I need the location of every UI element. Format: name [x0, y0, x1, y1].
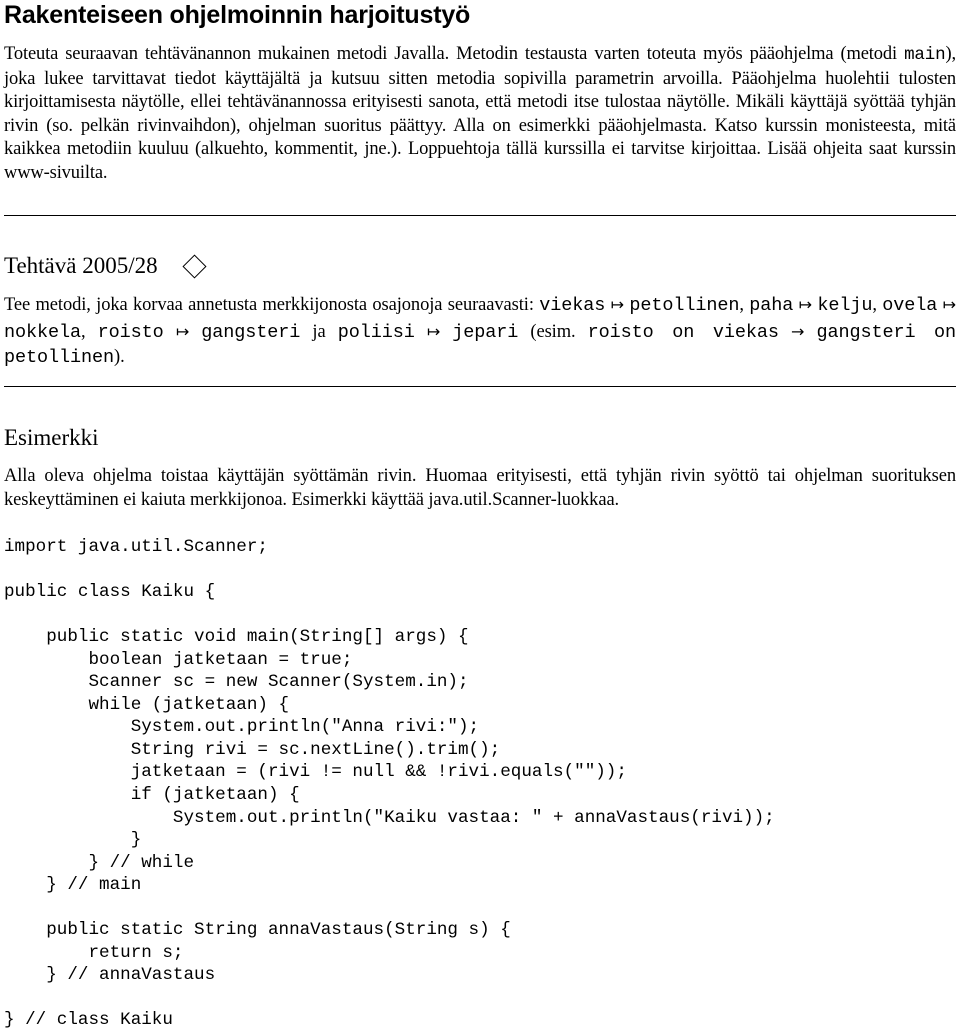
task-word: roisto [97, 321, 164, 343]
section-divider [4, 386, 956, 387]
maps-to-icon: ↦ [175, 321, 190, 341]
task-word: gangsteri [201, 321, 301, 343]
task-word: viekas [539, 295, 606, 316]
task-word: kelju [817, 295, 873, 316]
task-paragraph [4, 292, 956, 371]
example-heading: Esimerkki [4, 425, 99, 450]
maps-to-icon: ↦ [610, 295, 624, 314]
code-listing: import java.util.Scanner; public class Kaiku { public static void main(String[] args) { boolean jatketaan = true; Scanner sc = new Scanner(System.in); while (jatketaan) { System.out.println("Anna rivi:"); String rivi = sc.nextLine().trim(); jatketaan = (rivi != null && !rivi.equals("")); if (jatketaan) { System.out.println("Kaiku vastaa: " + annaVastaus(rivi)); } } // while } // main public static String annaVastaus(String s) { return s; } // annaVastaus } // class Kaiku [4, 537, 775, 1031]
task-word: nokkela [4, 321, 82, 343]
task-word: jepari [452, 321, 519, 343]
example-paragraph: Alla oleva ohjelma toistaa käyttäjän syöttämän rivin. Huomaa erityisesti, että tyhjän rivin syöttö tai ohjelman suorituksen keskeyttäminen ei kaiuta merkkijonoa. Esimerkki käyttää java.util.Scanner-luokkaa. [4, 466, 956, 510]
task-comma: , [872, 295, 877, 315]
intro-code-main: main [904, 45, 946, 65]
task-text: Tee metodi, joka korvaa annetusta merkkijonosta osajonoja seuraavasti: [4, 295, 540, 315]
task-example-close: ). [114, 347, 125, 367]
page-title: Rakenteiseen ohjelmoinnin harjoitustyö [4, 1, 471, 29]
arrow-right-icon: → [791, 321, 805, 341]
task-word: petollinen [629, 295, 740, 316]
section-divider [4, 215, 956, 216]
diamond-icon [182, 254, 206, 278]
intro-paragraph [4, 43, 956, 186]
task-heading-text: Tehtävä 2005/28 [4, 253, 158, 278]
intro-text-2: ), joka lukee tarvittavat tiedot käyttäjältä ja kutsuu sitten metodia sopivilla parametrin arvoilla. Pääohjelma huolehtii tulosten kirjoittamisesta näytölle, ellei tehtävänannossa erityisesti sanota, että metodi itse tulostaa näytölle. Mikäli käyttäjä syöttää tyhjän rivin (so. pelkän rivinvaihdon), ohjelman suoritus päättyy. Alla on esimerkki pääohjelmasta. Katso kurssin monisteesta, mitä kaikkea metodiin kuuluu (alkuehto, kommentit, jne.). Loppuehtoja tällä kurssilla ei tarvitse kirjoittaa. Lisää ohjeita saat kurssin www-sivuilta. [4, 44, 956, 183]
task-comma: , [739, 295, 744, 315]
task-word: paha [749, 295, 794, 316]
task-example-input: roisto on viekas [587, 321, 779, 343]
task-example-output: gangsteri on petollinen [4, 321, 957, 368]
maps-to-icon: ↦ [426, 321, 441, 341]
task-and: ja [312, 321, 326, 342]
intro-text-1: Toteuta seuraavan tehtävänannon mukainen metodi Javalla. Metodin testausta varten toteuta myös pääohjelma (metodi [4, 44, 905, 64]
maps-to-icon: ↦ [798, 295, 812, 314]
task-word: ovela [882, 295, 938, 316]
task-word: poliisi [337, 321, 415, 343]
document-page [4, 0, 957, 1031]
task-comma: , [81, 321, 86, 342]
task-heading [4, 251, 203, 281]
maps-to-icon: ↦ [942, 295, 956, 314]
task-example-open: (esim. [530, 321, 576, 342]
